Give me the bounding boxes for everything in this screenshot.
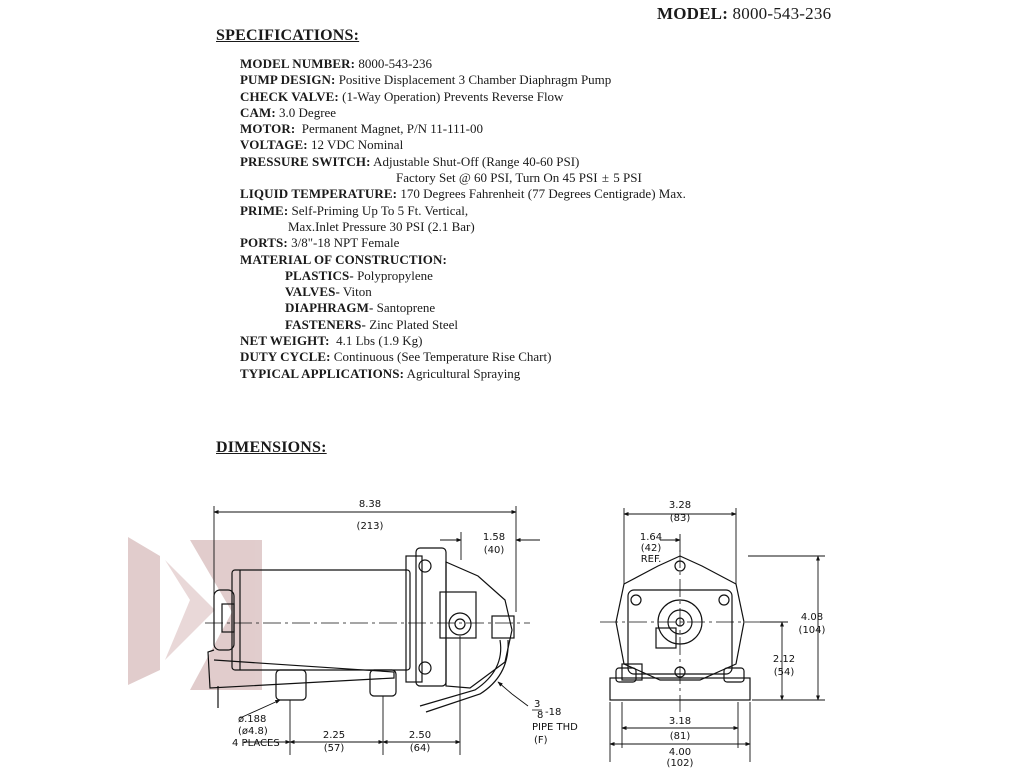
spec-material-fasteners: FASTENERS- Zinc Plated Steel bbox=[285, 316, 459, 332]
spec-pressure-switch: PRESSURE SWITCH: Adjustable Shut-Off (Range 40-60 PSI) bbox=[240, 153, 580, 169]
dimensions-title: DIMENSIONS: bbox=[216, 439, 327, 456]
dim-port-height-in: 2.12 bbox=[772, 654, 796, 665]
dim-base-width-in: 4.00 bbox=[668, 747, 692, 758]
svg-text:8: 8 bbox=[537, 710, 544, 721]
model-value: 8000-543-236 bbox=[732, 4, 832, 23]
spec-typical-applications: TYPICAL APPLICATIONS: Agricultural Spraying bbox=[240, 365, 521, 381]
dim-hole-dia-mm: (ø4.8) bbox=[238, 726, 268, 737]
spec-model-number: MODEL NUMBER: 8000-543-236 bbox=[240, 56, 432, 71]
dim-height-in: 4.08 bbox=[800, 612, 824, 623]
dim-hole-dia-in: ø.188 bbox=[238, 714, 267, 725]
dim-hole-spacing-2-mm: (64) bbox=[409, 743, 431, 754]
spec-voltage: VOLTAGE: 12 VDC Nominal bbox=[240, 137, 404, 153]
dim-base-width-mm: (102) bbox=[666, 758, 694, 768]
dim-head-length-in: 1.58 bbox=[482, 532, 506, 543]
spec-ports: PORTS: 3/8"-18 NPT Female bbox=[240, 235, 400, 251]
spec-prime-inlet: Max.Inlet Pressure 30 PSI (2.1 Bar) bbox=[288, 218, 475, 234]
side-view-labels bbox=[232, 499, 578, 754]
spec-check-valve: CHECK VALVE: (1-Way Operation) Prevents Reverse Flow bbox=[240, 88, 564, 104]
dim-overall-length-mm: (213) bbox=[356, 521, 384, 532]
dim-hole-spacing-1-in: 2.25 bbox=[322, 730, 346, 741]
dim-port-thread bbox=[532, 699, 578, 746]
spec-material-valves: VALVES- Viton bbox=[285, 284, 372, 300]
spec-net-weight: NET WEIGHT: 4.1 Lbs (1.9 Kg) bbox=[240, 333, 423, 349]
dim-half-width-mm: (42) bbox=[640, 543, 662, 554]
specifications-title: SPECIFICATIONS: bbox=[216, 27, 360, 44]
dim-hole-spacing-2-in: 2.50 bbox=[408, 730, 432, 741]
dim-hole-spacing-1-mm: (57) bbox=[323, 743, 345, 754]
dim-half-width-note: REF. bbox=[640, 554, 662, 565]
spec-cam: CAM: 3.0 Degree bbox=[240, 104, 337, 120]
svg-text:(F): (F) bbox=[534, 735, 548, 746]
spec-liquid-temperature: LIQUID TEMPERATURE: 170 Degrees Fahrenheit (77 Degrees Centigrade) Max. bbox=[240, 186, 686, 202]
spec-pump-design: PUMP DESIGN: Positive Displacement 3 Chamber Diaphragm Pump bbox=[240, 72, 612, 88]
svg-text:-18: -18 bbox=[545, 707, 562, 718]
dim-half-width-in: 1.64 bbox=[639, 532, 663, 543]
dim-overall-width-in: 3.28 bbox=[668, 500, 692, 511]
spec-prime: PRIME: Self-Priming Up To 5 Ft. Vertical, bbox=[240, 202, 469, 218]
svg-text:PIPE THD: PIPE THD bbox=[532, 722, 578, 733]
watermark-logo bbox=[128, 537, 262, 690]
dim-hole-note: 4 PLACES bbox=[232, 738, 280, 749]
spec-material-diaphragm: DIAPHRAGM- Santoprene bbox=[285, 300, 436, 316]
spec-duty-cycle: DUTY CYCLE: Continuous (See Temperature Rise Chart) bbox=[240, 349, 552, 365]
dim-port-height-mm: (54) bbox=[773, 667, 795, 678]
spec-pressure-switch-factory: Factory Set @ 60 PSI, Turn On 45 PSI ± 5 PSI bbox=[396, 170, 642, 186]
dim-base-hole-spacing-in: 3.18 bbox=[668, 716, 692, 727]
dim-overall-width-mm: (83) bbox=[669, 513, 691, 524]
dim-head-length-mm: (40) bbox=[483, 545, 505, 556]
dim-base-hole-spacing-mm: (81) bbox=[669, 731, 691, 742]
dim-overall-length-in: 8.38 bbox=[358, 499, 382, 510]
spec-motor: MOTOR: Permanent Magnet, P/N 11-111-00 bbox=[240, 121, 483, 137]
svg-text:3: 3 bbox=[534, 699, 541, 710]
model-label: MODEL: bbox=[657, 4, 729, 23]
dim-height-mm: (104) bbox=[798, 625, 826, 636]
spec-material-of-construction: MATERIAL OF CONSTRUCTION: bbox=[240, 251, 447, 267]
spec-material-plastics: PLASTICS- Polypropylene bbox=[285, 267, 433, 283]
